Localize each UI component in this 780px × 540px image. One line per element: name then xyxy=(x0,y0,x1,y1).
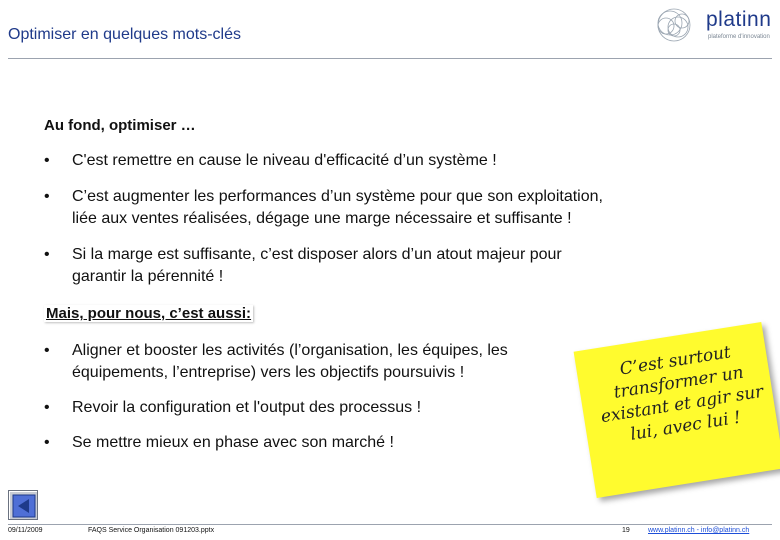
list-item xyxy=(44,397,421,419)
logo-mark-icon xyxy=(648,6,706,44)
section-heading: Mais, pour nous, c’est aussi: xyxy=(46,305,252,322)
platinn-logo xyxy=(648,6,776,44)
logo-tagline: plateforme d'innovation xyxy=(708,34,770,40)
logo-wordmark: platinn xyxy=(706,8,772,31)
bullet-dot: • xyxy=(44,188,50,205)
footer-page-number: 19 xyxy=(622,527,630,534)
bullet-dot: • xyxy=(44,342,50,359)
bullet-text: Revoir la configuration et l'output des processus ! xyxy=(72,399,422,416)
intro-heading: Au fond, optimiser … xyxy=(44,117,196,134)
header-divider xyxy=(8,58,772,59)
list-item xyxy=(44,244,562,288)
previous-slide-button[interactable] xyxy=(8,490,38,520)
bullet-dot: • xyxy=(44,246,50,263)
page-title: Optimiser en quelques mots-clés xyxy=(8,26,241,43)
list-item xyxy=(44,150,497,172)
bullet-dot: • xyxy=(44,434,50,451)
sticky-note xyxy=(574,322,780,498)
list-item xyxy=(44,186,603,230)
sticky-note-text: C’est surtout transformer un existant et agir sur lui, avec lui ! xyxy=(599,342,765,445)
footer-contact-link[interactable]: www.platinn.ch - info@platinn.ch xyxy=(648,527,750,534)
footer-divider xyxy=(8,524,772,525)
bullet-dot: • xyxy=(44,399,50,416)
play-left-icon xyxy=(12,494,36,518)
bullet-text: C'est remettre en cause le niveau d'efficacité d’un système ! xyxy=(72,152,497,169)
footer-date: 09/11/2009 xyxy=(8,527,43,534)
bullet-text: Aligner et booster les activités (l’organisation, les équipes, les équipements, l’entreprise) vers les objectifs poursuivis ! xyxy=(72,342,508,381)
bullet-text: Si la marge est suffisante, c’est disposer alors d’un atout majeur pour garantir la pérennité ! xyxy=(72,246,562,285)
bullet-text: Se mettre mieux en phase avec son marché ! xyxy=(72,434,394,451)
bullet-dot: • xyxy=(44,152,50,169)
list-item xyxy=(44,340,508,384)
list-item xyxy=(44,432,394,454)
footer-filename: FAQS Service Organisation 091203.pptx xyxy=(88,527,215,534)
bullet-text: C’est augmenter les performances d’un système pour que son exploitation, liée aux ventes réalisées, dégage une marge nécessaire et suffisante ! xyxy=(72,188,603,227)
